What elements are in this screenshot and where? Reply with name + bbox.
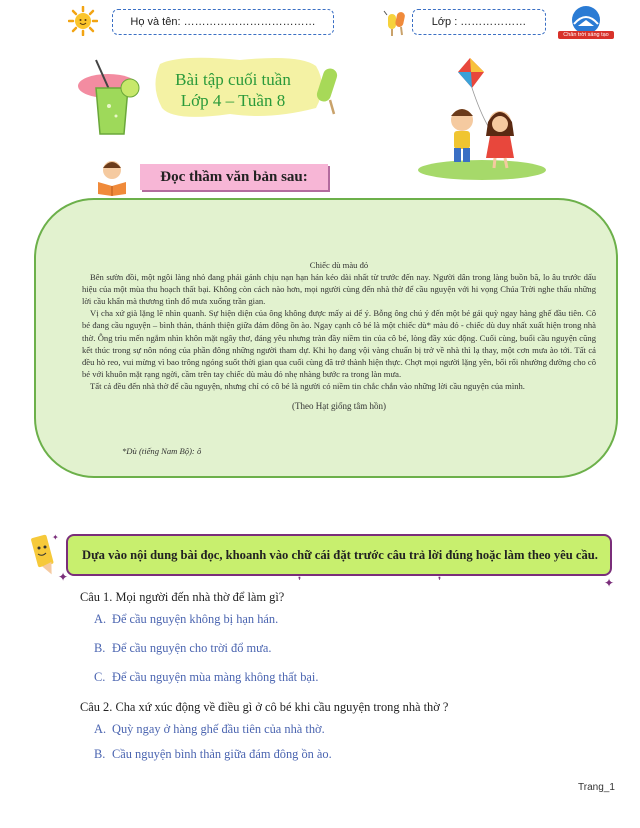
option-letter: A. xyxy=(94,612,107,626)
sparkle-icon: ❜ xyxy=(298,576,302,587)
option-text: Để cầu nguyện không bị hạn hán. xyxy=(112,612,279,626)
reading-child-icon xyxy=(92,156,132,196)
pencil-mascot-icon xyxy=(26,530,62,580)
sparkle-icon: ✦ xyxy=(604,576,615,590)
page-number: Trang_1 xyxy=(578,782,615,793)
q1-option-a[interactable] xyxy=(94,612,278,627)
option-text: Quỳ ngay ở hàng ghế đầu tiên của nhà thờ. xyxy=(112,722,325,736)
passage-paragraph: Vị cha xứ già lặng lẽ nhìn quanh. Sự hiện diện của ông không được mấy ai để ý. Bỗng ông chú ý đến một bé gái quỳ ngay hàng ghế đầu tiên. Cô bé đang cầu nguyện – bình thản, thánh thiện giữa đám đông ồn ào. Ngay cạnh cô bé là một chiếc dù* màu đỏ - chiếc dù duy nhất xuất hiện trong nhà thờ. Ông trìu mến ngắm nhìn khôn mặt ngây thơ, đáng yêu nhưng tràn đầy niềm tin của cô bé, lòng đầy xúc động. Cuối cùng, buổi cầu nguyện cũng kết thúc trong sự nôn nóng của phần đông những người tham dự. Khi họ đang vội vàng chuẩn bị trở về nhà thì lạ thay, một cơn mưa ào tới. Tất cả đều hò reo, vui mừng vì bao trông ngóng suốt thời gian qua cuối cùng đã trở thành hiện thực. Chợt mọi người lặng yên, bối rối nhường đường cho cô bé với khuôn mặt rạng ngời, cầm trên tay chiếc dù màu đỏ nhẹ nhàng bước ra trong làn mưa. xyxy=(82,308,596,379)
class-field[interactable]: Lớp : ……………… xyxy=(412,9,546,35)
popsicle-icon xyxy=(382,8,408,38)
passage-source: (Theo Hạt giống tâm hồn) xyxy=(292,401,386,412)
question-2: Câu 2. Cha xứ xúc động về điều gì ở cô bé khi cầu nguyện trong nhà thờ ? xyxy=(80,700,449,714)
option-letter: A. xyxy=(94,722,107,736)
q2-option-b[interactable] xyxy=(94,747,332,762)
task-instruction-banner: Dựa vào nội dung bài đọc, khoanh vào chữ cái đặt trước câu trả lời đúng hoặc làm theo yêu cầu. xyxy=(66,534,612,576)
passage-paragraph: Tất cả đều đến nhà thờ để cầu nguyện, nhưng chỉ có cô bé là người có niềm tin chắc chắn vào những lời cầu nguyện của mình. xyxy=(90,380,525,391)
passage-footnote: *Dù (tiếng Nam Bộ): ô xyxy=(122,446,202,456)
q2-option-a[interactable] xyxy=(94,722,325,737)
option-letter: B. xyxy=(94,641,106,655)
question-1: Câu 1. Mọi người đến nhà thờ để làm gì? xyxy=(80,590,285,604)
passage-title: Chiếc dù màu đỏ xyxy=(309,260,369,270)
reading-passage xyxy=(82,259,596,412)
q1-option-b[interactable] xyxy=(94,641,272,656)
title-line-1: Bài tập cuối tuần xyxy=(175,70,291,89)
student-name-field[interactable]: Họ và tên: ……………………………… xyxy=(112,9,334,35)
lemonade-drink-icon xyxy=(74,56,154,142)
kids-flying-kite-illustration xyxy=(410,52,550,182)
logo-caption: Chân trời sáng tạo xyxy=(558,31,614,39)
worksheet-title xyxy=(150,69,316,111)
reading-instruction-label: Đọc thầm văn bản sau: xyxy=(140,164,328,190)
sparkle-icon: ❜ xyxy=(438,576,442,587)
passage-paragraph: Bên sườn đồi, một ngôi làng nhỏ đang phải gánh chịu nạn hạn hán kéo dài nhất từ trước đến nay. Người dân trong làng buồn bã, lo âu trước dấu hiệu của một mùa thu hoạch thất bại. Không còn cách nào hơn, mọi người cùng đến nhà thờ để cầu nguyện với hi vọng Chúa Trời nghe thấu những lời cầu khẩn mà thương tình đổ mưa xuống trần gian. xyxy=(82,272,596,307)
option-text: Cầu nguyện bình thản giữa đám đông ồn ào. xyxy=(112,747,332,761)
option-letter: C. xyxy=(94,670,106,684)
option-letter: B. xyxy=(94,747,106,761)
svg-text:✦: ✦ xyxy=(52,533,59,542)
title-line-2: Lớp 4 – Tuần 8 xyxy=(180,91,286,110)
option-text: Để cầu nguyện mùa màng không thất bại. xyxy=(112,670,319,684)
sparkle-icon: ✦ xyxy=(58,570,69,584)
option-text: Để cầu nguyện cho trời đổ mưa. xyxy=(112,641,272,655)
sun-icon xyxy=(68,6,98,36)
q1-option-c[interactable] xyxy=(94,670,318,685)
